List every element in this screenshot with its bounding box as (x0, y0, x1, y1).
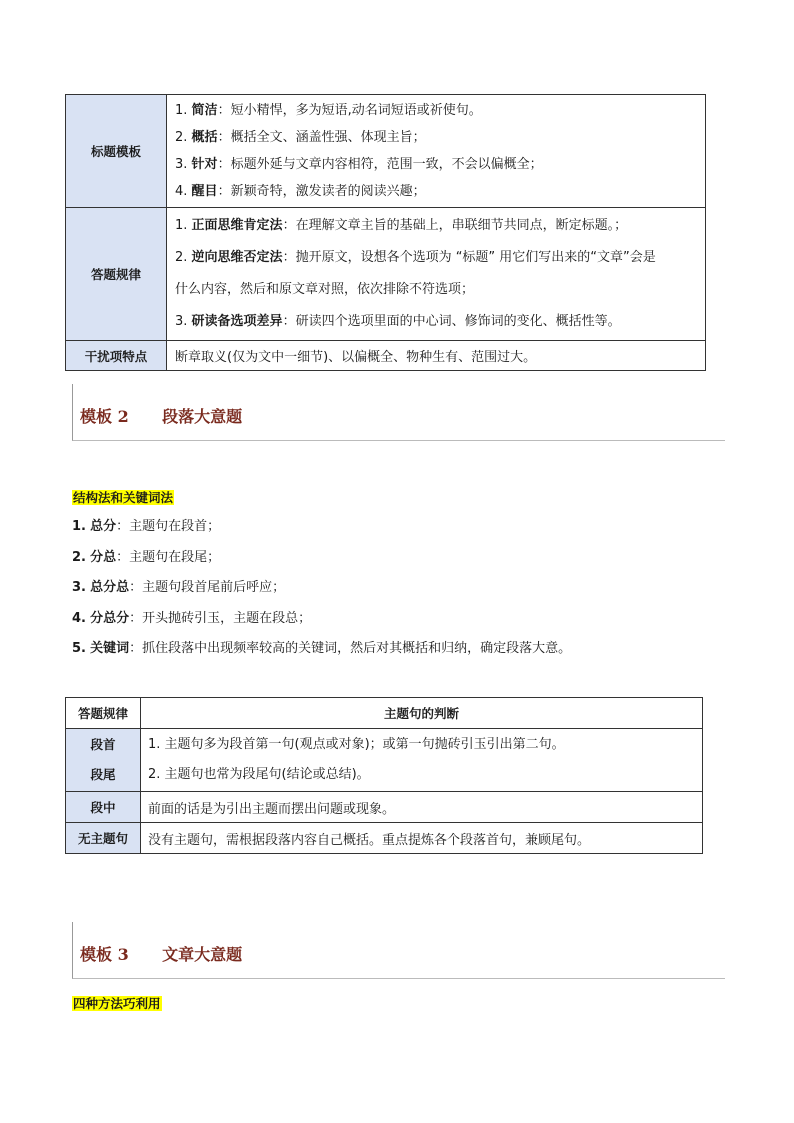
list-item: 3. 总分总：主题句段首尾前后呼应； (72, 580, 286, 595)
list-item: 1. 总分：主题句在段首； (72, 519, 221, 534)
title-template-table (65, 94, 706, 371)
table-row (66, 341, 706, 371)
list-item: 1. 正面思维肯定法：在理解文章主旨的基础上，串联细节共同点，断定标题。； (175, 218, 628, 233)
list-item: 3. 研读备选项差异：研读四个选项里面的中心词、修饰词的变化、概括性等。 (175, 314, 621, 329)
column-header: 主题句的判断 (141, 698, 703, 729)
method-label (72, 487, 174, 506)
list-item: 1. 简洁：短小精悍，多为短语,动名词短语或祈使句。 (175, 103, 482, 118)
list-item: 2. 主题句也常为段尾句(结论或总结)。 (148, 767, 370, 782)
row-header-line: 段首 (90, 737, 116, 752)
table-row (66, 729, 703, 792)
row-header: 段中 (66, 792, 141, 823)
list-item: 2. 逆向思维否定法：抛开原文，设想各个选项为 “标题” 用它们写出来的“文章”会是 (175, 250, 656, 265)
list-item: 什么内容，然后和原文章对照，依次排除不符选项； (175, 282, 475, 297)
method-label (72, 993, 162, 1012)
row-content (141, 729, 703, 792)
table-row (66, 792, 703, 823)
list-item: 1. 主题句多为段首第一句(观点或对象)；或第一句抛砖引玉引出第二句。 (148, 737, 565, 752)
row-content: 没有主题句，需根据段落内容自己概括。重点提炼各个段落首句，兼顾尾句。 (141, 823, 703, 854)
list-item: 5. 关键词：抓住段落中出现频率较高的关键词，然后对其概括和归纳，确定段落大意。 (72, 641, 572, 656)
section-heading-3 (72, 922, 725, 979)
table-row (66, 823, 703, 854)
list-item: 2. 分总：主题句在段尾； (72, 549, 221, 565)
row-content: 前面的话是为引出主题而摆出问题或现象。 (141, 792, 703, 823)
table-header-row (66, 698, 703, 729)
topic-sentence-table (65, 697, 703, 854)
table-row (66, 95, 706, 208)
list-item: 4. 醒目：新颖奇特，激发读者的阅读兴趣； (175, 184, 426, 199)
row-content (167, 208, 706, 341)
list-item: 3. 针对：标题外延与文章内容相符，范围一致，不会以偏概全； (175, 157, 543, 172)
section-heading-2 (72, 384, 725, 441)
table-row (66, 208, 706, 341)
row-header: 无主题句 (66, 823, 141, 854)
list-item: 4. 分总分：开头抛砖引玉，主题在段总； (72, 610, 312, 626)
row-header: 标题模板 (66, 95, 167, 208)
row-header (66, 729, 141, 792)
method-list (72, 512, 571, 665)
row-header: 答题规律 (66, 208, 167, 341)
highlight-label: 结构法和关键词法 (73, 490, 174, 505)
row-header: 干扰项特点 (66, 341, 167, 371)
column-header: 答题规律 (66, 698, 141, 729)
list-item: 2. 概括：概括全文、涵盖性强、体现主旨； (175, 130, 426, 145)
highlight-label: 四种方法巧利用 (73, 996, 161, 1011)
row-content: 断章取义(仅为文中一细节)、以偏概全、物种生有、范围过大。 (167, 341, 706, 371)
section-title: 模板 3 文章大意题 (80, 945, 243, 964)
row-content (167, 95, 706, 208)
section-title: 模板 2 段落大意题 (80, 407, 243, 426)
row-header-line: 段尾 (90, 767, 116, 782)
